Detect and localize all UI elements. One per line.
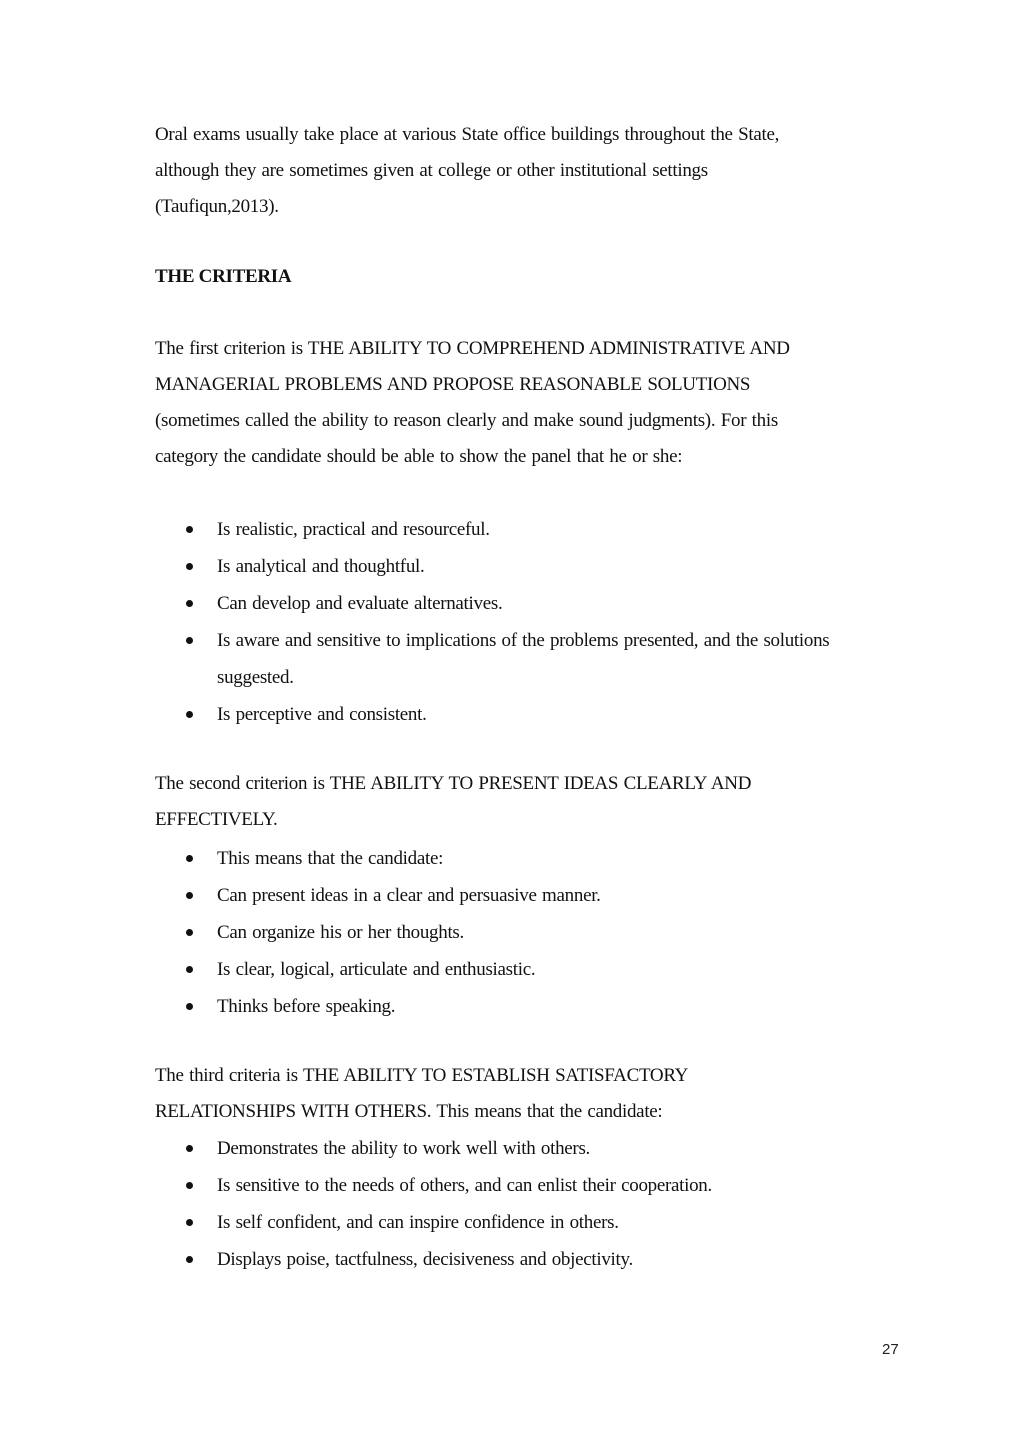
list-item-text: Displays poise, tactfulness, decisiveness and objectivity. [217, 1249, 633, 1270]
bullet-icon [186, 1182, 193, 1189]
paragraph-line: although they are sometimes given at college or other institutional settings [155, 160, 708, 181]
list-item [155, 511, 900, 548]
list-item-text: Is analytical and thoughtful. [217, 556, 425, 577]
intro-paragraph [155, 117, 900, 225]
list-item [155, 696, 900, 733]
paragraph-line: Oral exams usually take place at various State office buildings throughout the State, [155, 124, 780, 145]
list-item-text: Can develop and evaluate alternatives. [217, 593, 503, 614]
bullet-icon [186, 1145, 193, 1152]
list-item [155, 622, 900, 696]
list-item-text: Thinks before speaking. [217, 996, 396, 1017]
bullet-icon [186, 1219, 193, 1226]
list-item [155, 840, 900, 877]
bullet-icon [186, 1003, 193, 1010]
list-item-text: suggested. [217, 667, 294, 688]
list-item [155, 951, 900, 988]
list-item [155, 877, 900, 914]
bullet-icon [186, 563, 193, 570]
list-item-text: Is aware and sensitive to implications of the problems presented, and the solutions [217, 630, 830, 651]
list-item-text: This means that the candidate: [217, 848, 444, 869]
paragraph-line: The second criterion is THE ABILITY TO PRESENT IDEAS CLEARLY AND [155, 773, 752, 794]
page-number: 27 [882, 1341, 899, 1358]
criterion-3-bullet-list [155, 1130, 900, 1278]
list-item [155, 914, 900, 951]
criterion-1-paragraph [155, 331, 900, 475]
list-item-text: Is perceptive and consistent. [217, 704, 427, 725]
list-item [155, 1130, 900, 1167]
list-item [155, 1241, 900, 1278]
bullet-icon [186, 637, 193, 644]
list-item-text: Is clear, logical, articulate and enthusiastic. [217, 959, 536, 980]
paragraph-line: The third criteria is THE ABILITY TO ESTABLISH SATISFACTORY [155, 1065, 689, 1086]
list-item-text: Can present ideas in a clear and persuasive manner. [217, 885, 601, 906]
paragraph-line: EFFECTIVELY. [155, 809, 278, 830]
list-item [155, 548, 900, 585]
list-item-text: Is self confident, and can inspire confidence in others. [217, 1212, 619, 1233]
bullet-icon [186, 526, 193, 533]
paragraph-line: The first criterion is THE ABILITY TO COMPREHEND ADMINISTRATIVE AND [155, 338, 790, 359]
list-item-text: Can organize his or her thoughts. [217, 922, 464, 943]
paragraph-line: category the candidate should be able to show the panel that he or she: [155, 446, 683, 467]
bullet-icon [186, 1256, 193, 1263]
list-item [155, 1167, 900, 1204]
paragraph-line: (sometimes called the ability to reason clearly and make sound judgments). For this [155, 410, 778, 431]
list-item [155, 585, 900, 622]
paragraph-line: (Taufiqun,2013). [155, 196, 279, 217]
list-item-text: Demonstrates the ability to work well with others. [217, 1138, 590, 1159]
bullet-icon [186, 600, 193, 607]
bullet-icon [186, 711, 193, 718]
section-heading: THE CRITERIA [155, 266, 292, 287]
paragraph-line: RELATIONSHIPS WITH OTHERS. This means that the candidate: [155, 1101, 663, 1122]
criterion-2-bullet-list [155, 840, 900, 1025]
paragraph-line: MANAGERIAL PROBLEMS AND PROPOSE REASONABLE SOLUTIONS [155, 374, 751, 395]
list-item-text: Is sensitive to the needs of others, and can enlist their cooperation. [217, 1175, 712, 1196]
bullet-icon [186, 929, 193, 936]
criterion-2-paragraph [155, 766, 900, 838]
criterion-1-bullet-list [155, 511, 900, 733]
bullet-icon [186, 855, 193, 862]
list-item-text: Is realistic, practical and resourceful. [217, 519, 490, 540]
bullet-icon [186, 966, 193, 973]
list-item [155, 988, 900, 1025]
criterion-3-paragraph [155, 1058, 900, 1130]
list-item [155, 1204, 900, 1241]
bullet-icon [186, 892, 193, 899]
